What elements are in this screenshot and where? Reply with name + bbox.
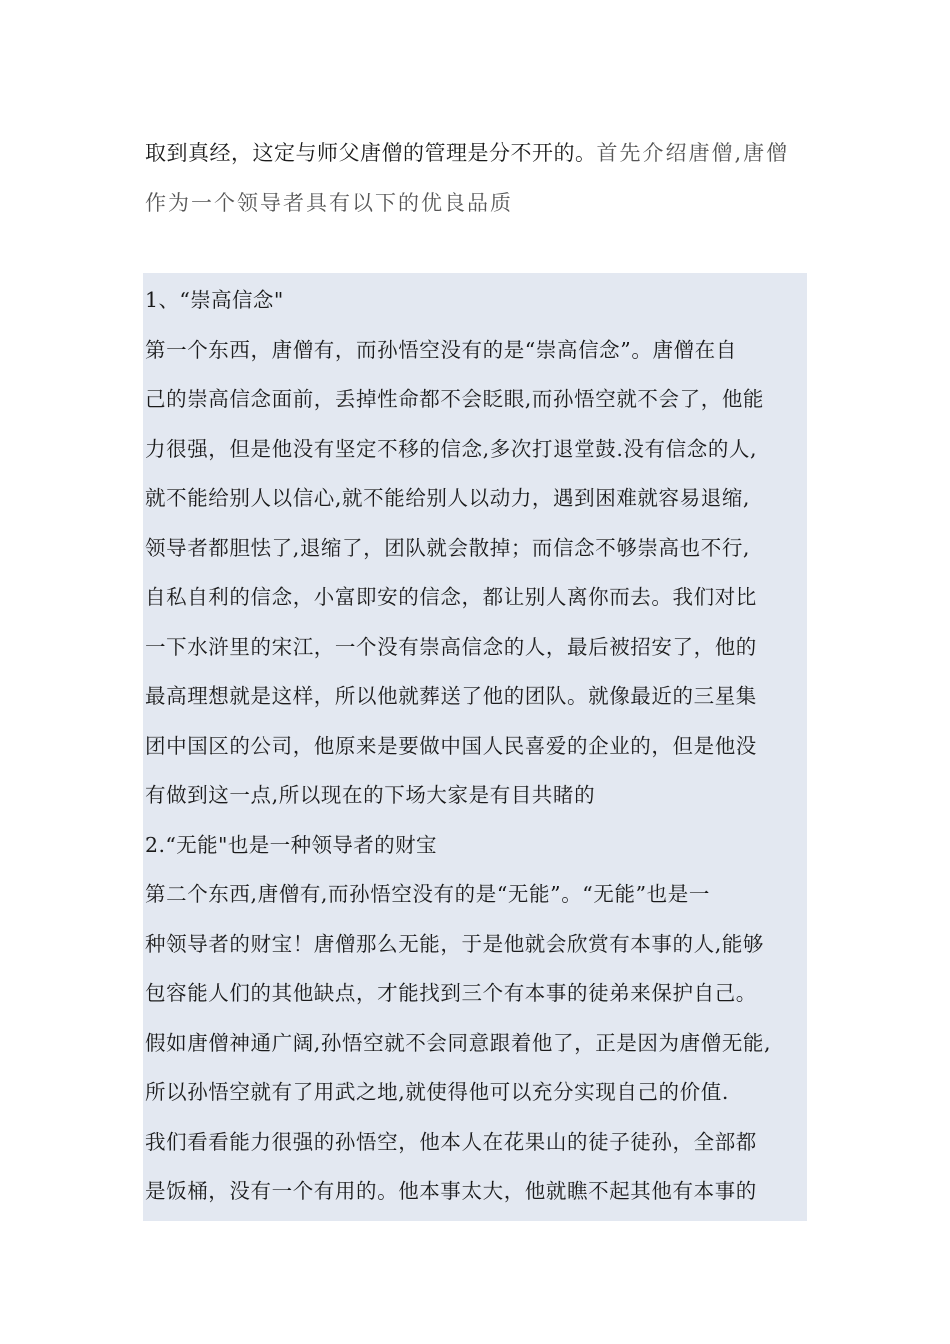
text-line: 团中国区的公司，他原来是要做中国人民喜爱的企业的，但是他没 [145, 733, 757, 758]
text-line: 最高理想就是这样，所以他就葬送了他的团队。就像最近的三星集 [145, 684, 757, 708]
intro-paragraph [145, 130, 825, 230]
intro-line-2-text: 作为一个领导者具有以下的优良品质 [145, 191, 513, 215]
text-line: 己的崇高信念面前，丢掉性命都不会眨眼,而孙悟空就不会了，他能 [145, 387, 765, 411]
text-line: 自私自利的信念，小富即安的信念，都让别人离你而去。我们对比 [145, 585, 757, 609]
text-line: 我们看看能力很强的孙悟空，他本人在花果山的徒子徒孙，全部都 [145, 1129, 757, 1154]
text-line: 所以孙悟空就有了用武之地,就使得他可以充分实现自己的价值. [145, 1080, 729, 1104]
intro-line-2 [145, 180, 825, 230]
text-line: 力很强，但是他没有坚定不移的信念,多次打退堂鼓.没有信念的人, [145, 436, 758, 461]
text-line: 有做到这一点,所以现在的下场大家是有目共睹的 [145, 783, 596, 807]
section-heading-1: 1、“崇高信念" [145, 288, 284, 312]
text-line: 领导者都胆怯了,退缩了，团队就会散掉；而信念不够崇高也不行, [145, 535, 751, 560]
intro-line-1-text: 取到真经，这定与师父唐僧的管理是分不开的。 [145, 141, 597, 165]
section-heading-2: 2.“无能"也是一种领导者的财宝 [145, 832, 437, 857]
text-line: 就不能给别人以信心,就不能给别人以动力，遇到困难就容易退缩, [145, 486, 751, 510]
text-line: 第二个东西,唐僧有,而孙悟空没有的是“无能”。“无能”也是一 [145, 882, 710, 906]
intro-line-1-light-text: 首先介绍唐僧,唐僧 [596, 141, 790, 165]
text-line: 一下水浒里的宋江，一个没有崇高信念的人，最后被招安了，他的 [145, 634, 757, 659]
intro-line-1 [145, 130, 825, 180]
text-line: 假如唐僧神通广阔,孙悟空就不会同意跟着他了，正是因为唐僧无能, [145, 1030, 772, 1055]
text-line: 包容能人们的其他缺点，才能找到三个有本事的徒弟来保护自己。 [145, 981, 757, 1005]
body-text [145, 277, 815, 1218]
text-line: 种领导者的财宝！唐僧那么无能，于是他就会欣赏有本事的人,能够 [145, 931, 765, 956]
text-line: 第一个东西，唐僧有，而孙悟空没有的是“崇高信念”。唐僧在自 [145, 337, 737, 362]
text-line: 是饭桶，没有一个有用的。他本事太大，他就瞧不起其他有本事的 [145, 1179, 757, 1203]
